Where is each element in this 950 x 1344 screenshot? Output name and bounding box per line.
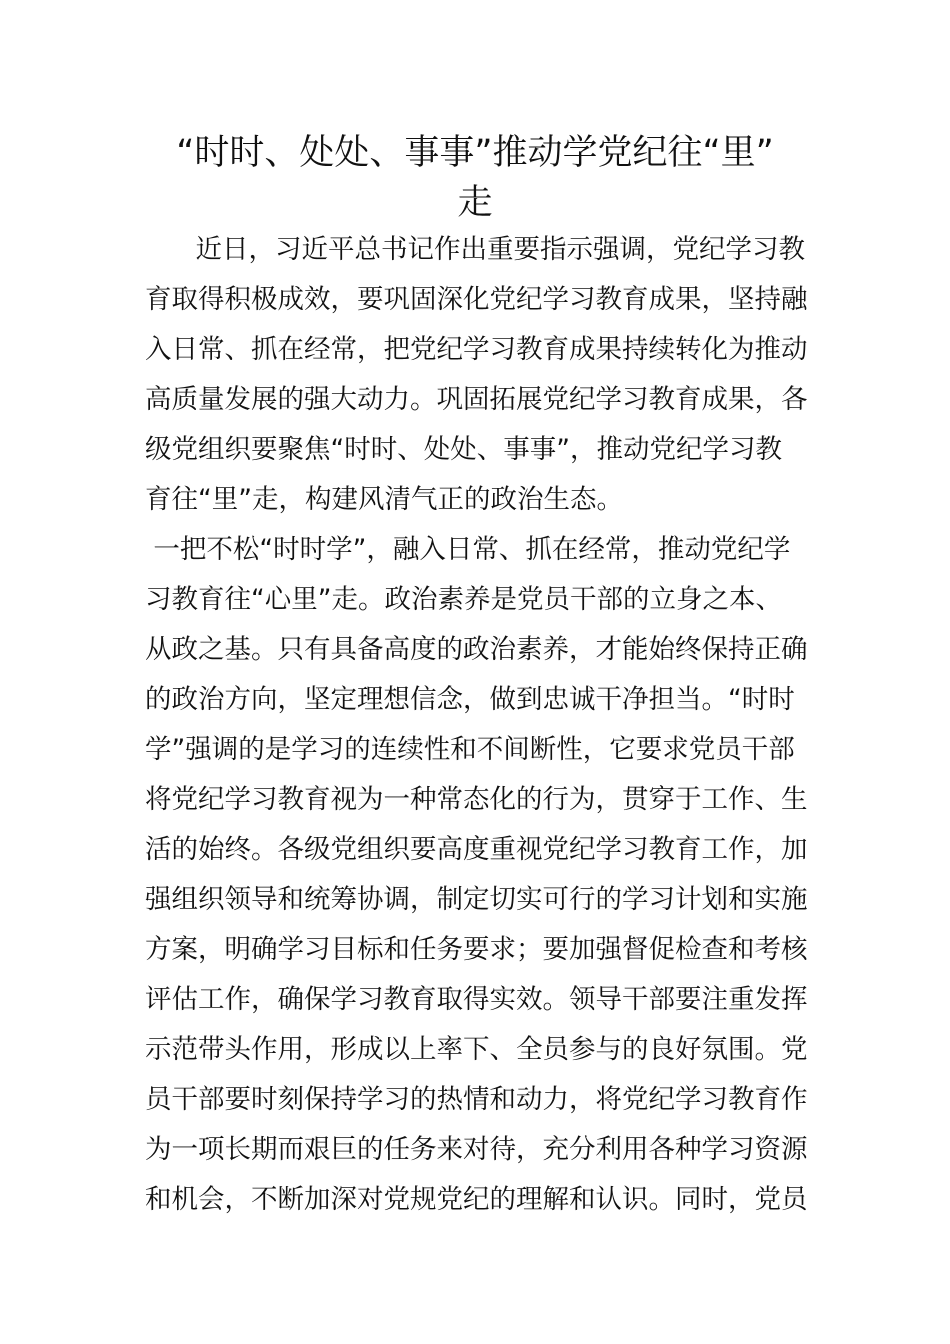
body-line: 的政治方向，坚定理想信念，做到忠诚干净担当。“时时 [145, 684, 795, 715]
body-line: 和机会，不断加深对党规党纪的理解和认识。同时，党员 [145, 1184, 808, 1215]
document-title-line-1: “时时、处处、事事”推动学党纪往“里” [176, 133, 774, 173]
body-line: 评估工作，确保学习教育取得实效。领导干部要注重发挥 [145, 984, 808, 1015]
body-line: 学”强调的是学习的连续性和不间断性，它要求党员干部 [145, 734, 795, 765]
body-line: 强组织领导和统筹协调，制定切实可行的学习计划和实施 [145, 884, 808, 915]
body-line: 为一项长期而艰巨的任务来对待，充分利用各种学习资源 [145, 1134, 808, 1165]
body-line: 将党纪学习教育视为一种常态化的行为，贯穿于工作、生 [145, 784, 808, 815]
body-line: 近日，习近平总书记作出重要指示强调，党纪学习教 [145, 234, 806, 265]
body-line: 入日常、抓在经常，把党纪学习教育成果持续转化为推动 [145, 334, 808, 365]
document-title-line-2: 走 [457, 183, 493, 223]
body-line: 示范带头作用，形成以上率下、全员参与的良好氛围。党 [145, 1034, 808, 1065]
body-line: 从政之基。只有具备高度的政治素养，才能始终保持正确 [145, 634, 808, 665]
body-line: 高质量发展的强大动力。巩固拓展党纪学习教育成果，各 [145, 384, 808, 415]
body-line: 员干部要时刻保持学习的热情和动力，将党纪学习教育作 [145, 1084, 808, 1115]
body-line: 育取得积极成效，要巩固深化党纪学习教育成果，坚持融 [145, 284, 808, 315]
body-line: 习教育往“心里”走。政治素养是党员干部的立身之本、 [145, 584, 782, 615]
body-line: 活的始终。各级党组织要高度重视党纪学习教育工作，加 [145, 834, 808, 865]
body-line: 一把不松“时时学”，融入日常、抓在经常，推动党纪学 [145, 534, 791, 565]
body-line: 育往“里”走，构建风清气正的政治生态。 [145, 484, 623, 515]
body-line: 方案，明确学习目标和任务要求；要加强督促检查和考核 [145, 934, 808, 965]
body-line: 级党组织要聚焦“时时、处处、事事”，推动党纪学习教 [145, 434, 782, 465]
